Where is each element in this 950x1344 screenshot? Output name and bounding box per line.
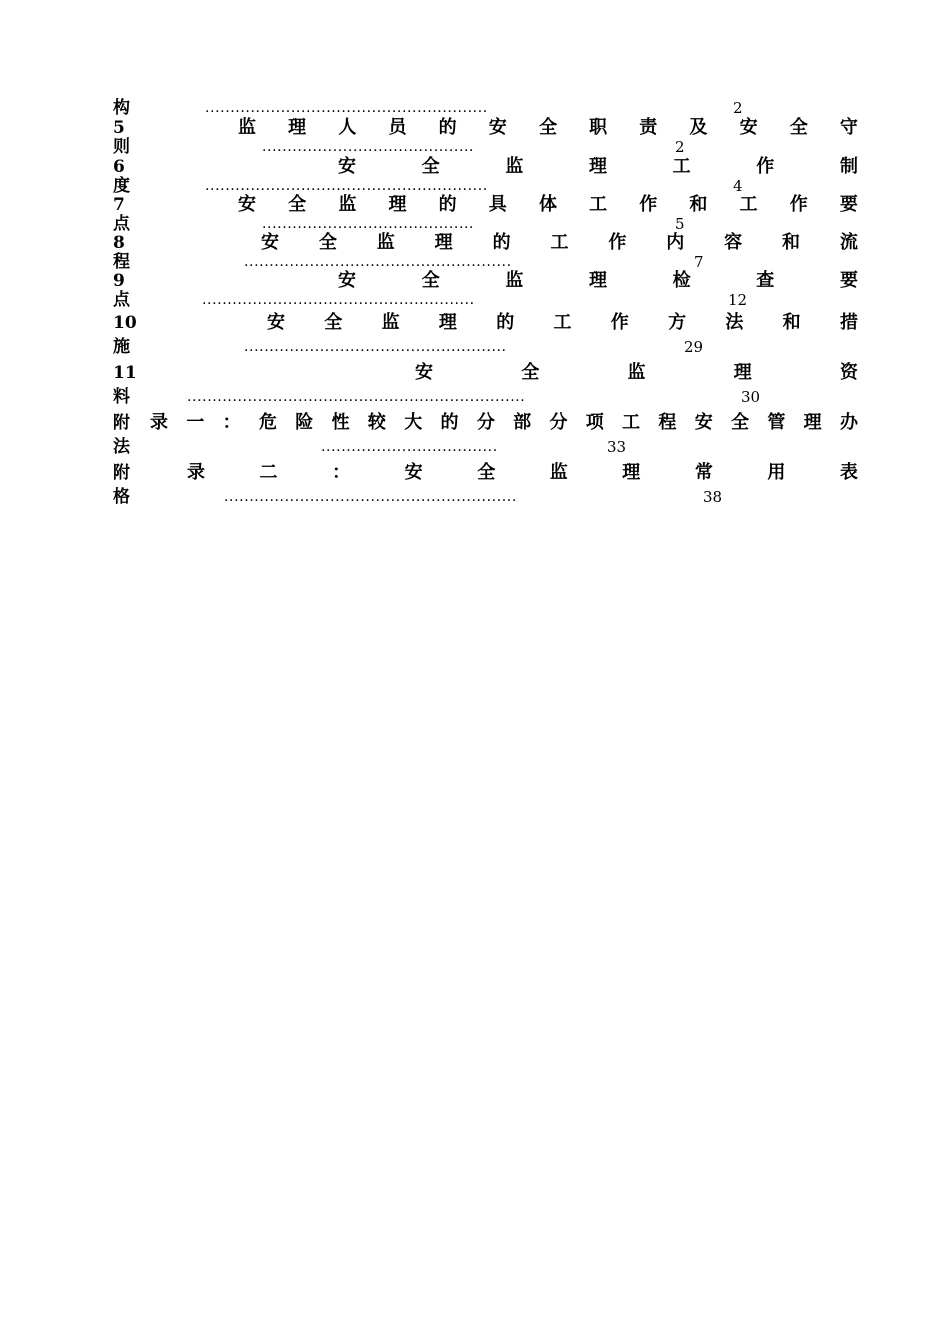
toc-row <box>0 137 950 157</box>
toc-row <box>0 252 950 272</box>
toc-item-number: 6 <box>113 157 125 177</box>
toc-lead-char: 料 <box>113 387 130 407</box>
toc-item-number: 9 <box>113 271 125 291</box>
toc-lead-char: 附 <box>113 463 130 483</box>
toc-row <box>0 290 950 310</box>
toc-dot-leader: ................................................................... <box>187 389 526 405</box>
toc-page-number: 4 <box>733 177 743 195</box>
toc-lead-char: 附 <box>113 413 130 433</box>
toc-row <box>0 214 950 234</box>
toc-item-title: 安 全 监 理 检 查 要 <box>338 270 858 291</box>
toc-item-number: 11 <box>113 363 137 383</box>
toc-lead-char: 点 <box>113 214 130 234</box>
toc-row <box>0 157 950 177</box>
toc-row <box>0 337 950 357</box>
toc-page-number: 5 <box>675 215 685 233</box>
toc-lead-char: 格 <box>113 487 130 507</box>
toc-item-title: 录 一 ： 危 险 性 较 大 的 分 部 分 项 工 程 安 全 管 理 办 <box>150 412 858 433</box>
toc-item-title: 安 全 监 理 的 工 作 内 容 和 流 <box>261 232 858 253</box>
toc-lead-char: 点 <box>113 290 130 310</box>
toc-row <box>0 271 950 291</box>
toc-item-number: 5 <box>113 118 125 138</box>
toc-item-number: 10 <box>113 313 137 333</box>
toc-dot-leader: ..................................................... <box>244 254 512 270</box>
toc-lead-char: 程 <box>113 252 130 272</box>
toc-page-number: 29 <box>684 338 704 356</box>
toc-row <box>0 413 950 433</box>
toc-lead-char: 则 <box>113 137 130 157</box>
toc-row <box>0 363 950 383</box>
toc-page-number: 38 <box>703 488 723 506</box>
toc-page-number: 2 <box>675 138 685 156</box>
toc-page-number: 33 <box>607 438 627 456</box>
toc-item-title: 监 理 人 员 的 安 全 职 责 及 安 全 守 <box>238 117 858 138</box>
toc-lead-char: 构 <box>113 98 130 118</box>
toc-item-title: 安 全 监 理 的 工 作 方 法 和 措 <box>267 312 858 333</box>
toc-dot-leader: ........................................................ <box>205 100 488 116</box>
toc-dot-leader: ................................... <box>321 439 498 455</box>
toc-item-title: 安 全 监 理 的 具 体 工 作 和 工 作 要 <box>238 194 858 215</box>
toc-row <box>0 176 950 196</box>
toc-lead-char: 施 <box>113 337 130 357</box>
toc-row <box>0 233 950 253</box>
toc-lead-char: 度 <box>113 176 130 196</box>
toc-dot-leader: .......................................... <box>262 216 475 232</box>
toc-dot-leader: ...................................................... <box>202 292 475 308</box>
toc-lead-char: 法 <box>113 437 130 457</box>
toc-row <box>0 313 950 333</box>
toc-dot-leader: .................................................... <box>244 339 507 355</box>
toc-row <box>0 118 950 138</box>
toc-item-title: 安 全 监 理 资 <box>415 362 858 383</box>
toc-row <box>0 463 950 483</box>
toc-row <box>0 437 950 457</box>
toc-item-title: 录 二 ： 安 全 监 理 常 用 表 <box>187 462 858 483</box>
toc-dot-leader: .......................................... <box>262 139 475 155</box>
toc-row <box>0 98 950 118</box>
toc-page-number: 30 <box>741 388 761 406</box>
toc-row <box>0 195 950 215</box>
toc-item-number: 7 <box>113 195 125 215</box>
toc-item-number: 8 <box>113 233 125 253</box>
toc-item-title: 安 全 监 理 工 作 制 <box>338 156 858 177</box>
toc-row <box>0 387 950 407</box>
toc-page-number: 12 <box>728 291 748 309</box>
toc-row <box>0 487 950 507</box>
toc-dot-leader: .......................................................... <box>224 489 517 505</box>
toc-page-number: 7 <box>694 253 704 271</box>
toc-dot-leader: ........................................................ <box>205 178 488 194</box>
toc-page-number: 2 <box>733 99 743 117</box>
